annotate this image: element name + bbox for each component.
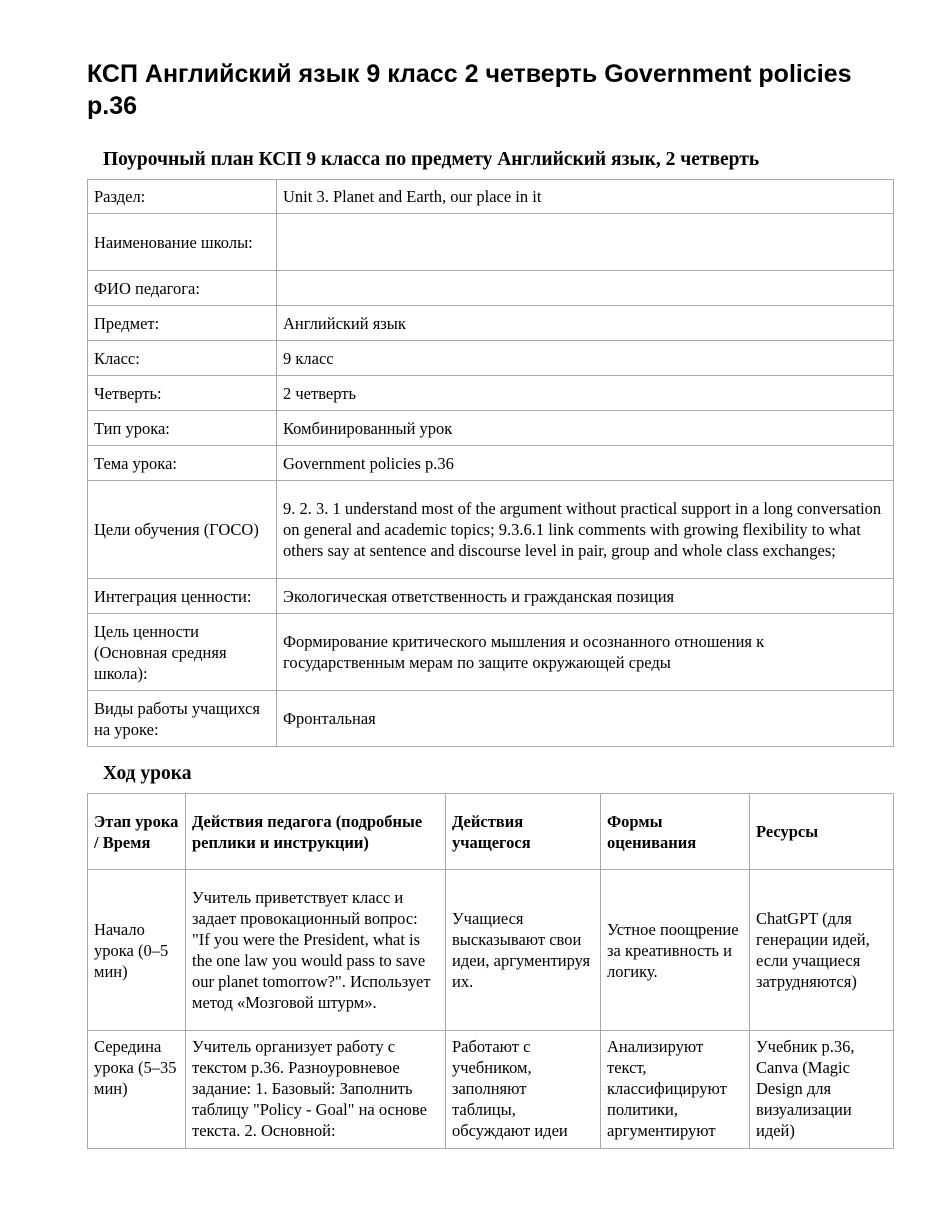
info-label: Класс:: [88, 341, 277, 376]
lesson-heading: Ход урока: [103, 763, 192, 784]
info-label: Четверть:: [88, 376, 277, 411]
info-label: Раздел:: [88, 180, 277, 214]
info-row-lesson-type: [88, 411, 894, 446]
column-header-stage: Этап урока / Время: [88, 794, 186, 870]
info-row-learning-objectives: [88, 481, 894, 579]
info-value: Английский язык: [277, 306, 894, 341]
info-value: 9 класс: [277, 341, 894, 376]
cell-assessment: Устное поощрение за креативность и логику.: [601, 870, 750, 1031]
info-value: [277, 214, 894, 271]
column-header-teacher: Действия педагога (подробные реплики и инструкции): [186, 794, 446, 870]
info-row-teacher: [88, 271, 894, 306]
info-row-school: [88, 214, 894, 271]
cell-resources: ChatGPT (для генерации идей, если учащиеся затрудняются): [750, 870, 894, 1031]
info-value: Unit 3. Planet and Earth, our place in it: [277, 180, 894, 214]
info-value: [277, 271, 894, 306]
cell-student: Работают с учебником, заполняют таблицы, обсуждают идеи: [446, 1031, 601, 1149]
info-label: Виды работы учащихся на уроке:: [88, 691, 277, 747]
info-row-work-types: [88, 691, 894, 747]
info-row-section: [88, 180, 894, 214]
info-label: Тема урока:: [88, 446, 277, 481]
info-label: Цель ценности (Основная средняя школа):: [88, 614, 277, 691]
info-row-grade: [88, 341, 894, 376]
info-label: Цели обучения (ГОСО): [88, 481, 277, 579]
info-label: Тип урока:: [88, 411, 277, 446]
lesson-info-table: [87, 179, 894, 747]
info-value: Комбинированный урок: [277, 411, 894, 446]
column-header-student: Действия учащегося: [446, 794, 601, 870]
info-label: Предмет:: [88, 306, 277, 341]
table-row: [88, 870, 894, 1031]
info-value: Экологическая ответственность и гражданская позиция: [277, 579, 894, 614]
column-header-resources: Ресурсы: [750, 794, 894, 870]
cell-teacher: Учитель приветствует класс и задает провокационный вопрос: "If you were the President, what is the one law you would pass to save our planet tomorrow?". Использует метод «Мозговой штурм».: [186, 870, 446, 1031]
info-label: ФИО педагога:: [88, 271, 277, 306]
cell-resources: Учебник p.36, Canva (Magic Design для визуализации идей): [750, 1031, 894, 1149]
info-label: Интеграция ценности:: [88, 579, 277, 614]
info-value: Government policies p.36: [277, 446, 894, 481]
info-value: 9. 2. 3. 1 understand most of the argument without practical support in a long conversation on general and academic topics; 9.3.6.1 link comments with growing flexibility to what others say at sentence and discourse level in pair, group and whole class exchanges;: [277, 481, 894, 579]
info-value: Формирование критического мышления и осознанного отношения к государственным мерам по защите окружающей среды: [277, 614, 894, 691]
info-row-subject: [88, 306, 894, 341]
info-value: Фронтальная: [277, 691, 894, 747]
info-row-topic: [88, 446, 894, 481]
cell-stage: Середина урока (5–35 мин): [88, 1031, 186, 1149]
lesson-header-row: [88, 794, 894, 870]
info-value: 2 четверть: [277, 376, 894, 411]
cell-student: Учащиеся высказывают свои идеи, аргументируя их.: [446, 870, 601, 1031]
info-label: Наименование школы:: [88, 214, 277, 271]
info-row-value-goal: [88, 614, 894, 691]
info-row-value-integration: [88, 579, 894, 614]
plan-heading: Поурочный план КСП 9 класса по предмету Английский язык, 2 четверть: [103, 149, 760, 170]
cell-assessment: Анализируют текст, классифицируют политики, аргументируют: [601, 1031, 750, 1149]
cell-stage: Начало урока (0–5 мин): [88, 870, 186, 1031]
document-title: КСП Английский язык 9 класс 2 четверть Government policies p.36: [87, 60, 852, 120]
column-header-assessment: Формы оценивания: [601, 794, 750, 870]
info-row-quarter: [88, 376, 894, 411]
lesson-flow-table: [87, 793, 894, 1149]
cell-teacher: Учитель организует работу с текстом p.36. Разноуровневое задание: 1. Базовый: Заполнить таблицу "Policy - Goal" на основе текста. 2. Основной:: [186, 1031, 446, 1149]
table-row: [88, 1031, 894, 1149]
